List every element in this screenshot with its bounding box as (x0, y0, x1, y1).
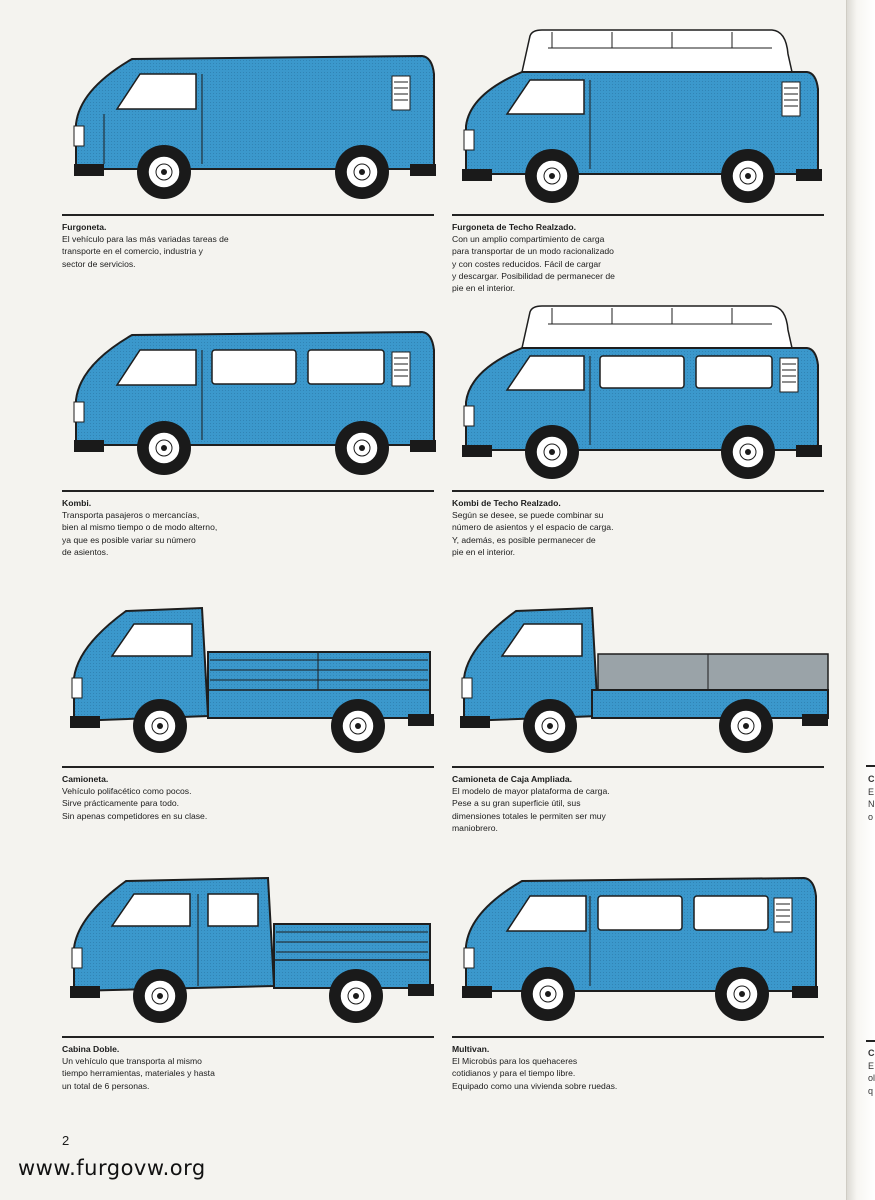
caption-line: Pese a su gran superficie útil, sus (452, 798, 581, 809)
edge-letter: E (868, 787, 875, 797)
next-page-edge (846, 0, 875, 1200)
kombi-illustration (62, 290, 442, 480)
caption (452, 221, 752, 294)
caption-rule (62, 214, 434, 216)
vehicle-title: Kombi. (62, 498, 92, 508)
caption-line: Equipado como una vivienda sobre ruedas. (452, 1080, 618, 1091)
caption-line: transporte en el comercio, industria y (62, 246, 203, 257)
caption-line: para transportar de un modo racionalizado (452, 246, 614, 257)
vehicle-title: Camioneta. (62, 774, 109, 784)
caption-line: y con costes reducidos. Fácil de cargar (452, 258, 602, 269)
caption-line: un total de 6 personas. (62, 1080, 150, 1091)
caption-line: bien al mismo tiempo o de modo alterno, (62, 522, 218, 533)
caption-line: Vehículo polifacético como pocos. (62, 786, 192, 797)
caption-rule (452, 1036, 824, 1038)
vehicle-title: Cabina Doble. (62, 1044, 120, 1054)
caption-line: Según se desee, se puede combinar su (452, 510, 604, 521)
caption (62, 221, 362, 270)
camioneta-caja-ampliada-illustration (452, 566, 832, 756)
caption (452, 1043, 752, 1092)
caption-line: Sirve prácticamente para todo. (62, 798, 180, 809)
caption-line: ya que es posible variar su número (62, 534, 196, 545)
caption-line: pie en el interior. (452, 283, 516, 294)
caption-line: Un vehículo que transporta al mismo (62, 1056, 202, 1067)
multivan-illustration (452, 836, 832, 1026)
edge-rule (866, 1040, 875, 1042)
kombi-techo-realzado-illustration (452, 290, 832, 480)
caption-rule (62, 766, 434, 768)
website-watermark: www.furgovw.org (18, 1156, 206, 1180)
caption-line: El Microbús para los quehaceres (452, 1056, 578, 1067)
caption-line: El modelo de mayor plataforma de carga. (452, 786, 610, 797)
edge-letter: ol (868, 1073, 875, 1083)
caption-line: número de asientos y el espacio de carga. (452, 522, 614, 533)
caption (62, 773, 362, 822)
caption-line: cotidianos y para el tiempo libre. (452, 1068, 576, 1079)
caption-rule (452, 214, 824, 216)
furgoneta-illustration (62, 14, 442, 204)
edge-rule (866, 765, 875, 767)
edge-letter: N (868, 799, 875, 809)
edge-letter: q (868, 1086, 874, 1096)
vehicle-title: Camioneta de Caja Ampliada. (452, 774, 573, 784)
caption-rule (62, 1036, 434, 1038)
edge-letter: C (868, 1048, 875, 1058)
cabina-doble-illustration (62, 836, 442, 1026)
vehicle-title: Furgoneta. (62, 222, 107, 232)
caption-line: Sin apenas competidores en su clase. (62, 810, 208, 821)
caption-rule (452, 490, 824, 492)
caption-line: tiempo herramientas, materiales y hasta (62, 1068, 215, 1079)
caption-rule (62, 490, 434, 492)
caption-line: y descargar. Posibilidad de permanecer de (452, 270, 615, 281)
vehicle-title: Multivan. (452, 1044, 490, 1054)
edge-letter: o (868, 812, 874, 822)
caption (452, 497, 752, 558)
edge-letter: C (868, 774, 875, 784)
caption (452, 773, 752, 834)
caption-rule (452, 766, 824, 768)
caption-line: Y, además, es posible permanecer de (452, 534, 596, 545)
caption (62, 497, 362, 558)
caption-line: Transporta pasajeros o mercancías, (62, 510, 200, 521)
vehicle-title: Kombi de Techo Realzado. (452, 498, 561, 508)
edge-letter: E (868, 1061, 875, 1071)
camioneta-illustration (62, 566, 442, 756)
caption-line: El vehículo para las más variadas tareas de (62, 234, 229, 245)
page-number: 2 (62, 1133, 70, 1148)
furgoneta-techo-realzado-illustration (452, 14, 832, 204)
caption-line: Con un amplio compartimiento de carga (452, 234, 605, 245)
caption-line: sector de servicios. (62, 258, 136, 269)
caption-line: pie en el interior. (452, 546, 516, 557)
caption (62, 1043, 362, 1092)
caption-line: dimensiones totales le permiten ser muy (452, 810, 606, 821)
caption-line: de asientos. (62, 546, 109, 557)
vehicle-title: Furgoneta de Techo Realzado. (452, 222, 576, 232)
caption-line: maniobrero. (452, 822, 498, 833)
